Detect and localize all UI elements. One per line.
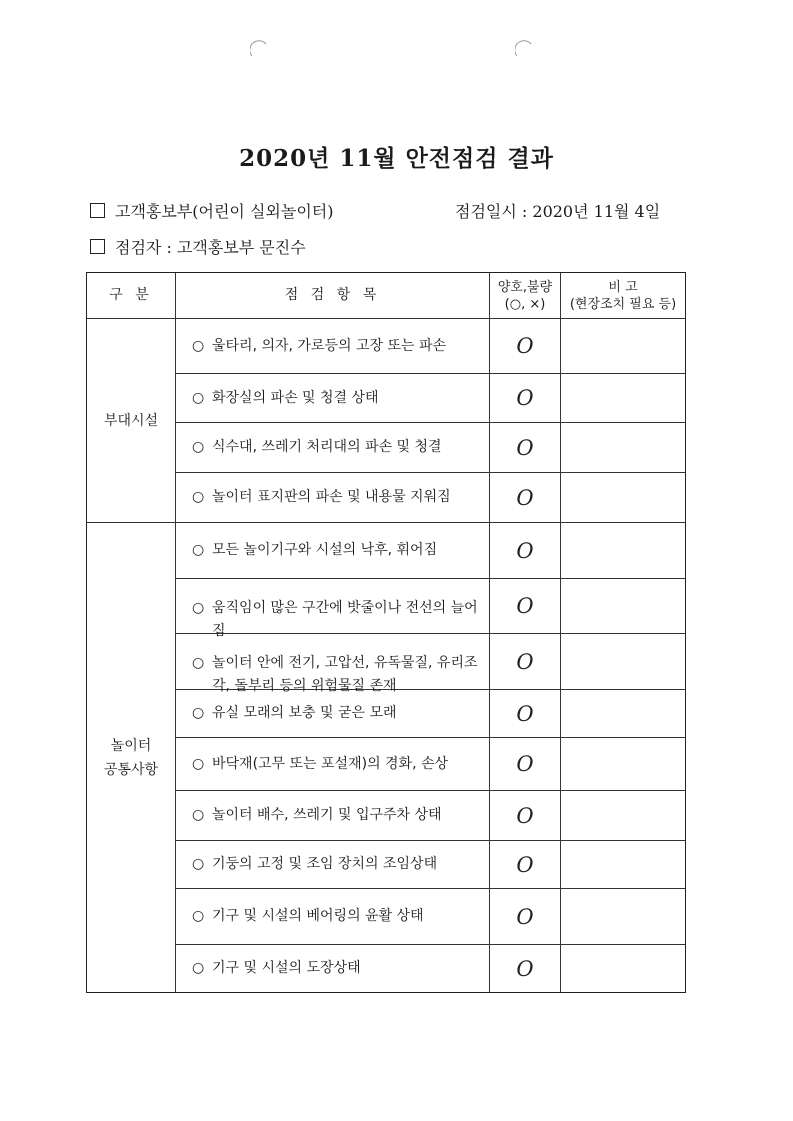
check-item-text: 기구 및 시설의 베어링의 윤활 상태 <box>212 908 424 924</box>
note-cell <box>561 473 685 523</box>
result-cell <box>490 791 561 841</box>
result-cell <box>490 841 561 889</box>
check-item <box>176 738 490 791</box>
department-line <box>90 199 334 222</box>
check-item <box>176 945 490 992</box>
note-cell <box>561 791 685 841</box>
header-category: 구 분 <box>87 273 176 319</box>
note-cell <box>561 889 685 945</box>
bullet-icon: ○ <box>192 960 205 976</box>
check-item-text: 기구 및 시설의 도장상태 <box>212 960 361 976</box>
check-item-text: 모든 놀이기구와 시설의 낙후, 휘어짐 <box>212 542 438 558</box>
result-cell <box>490 945 561 992</box>
result-mark: O <box>516 594 534 618</box>
check-item-text: 바닥재(고무 또는 포설재)의 경화, 손상 <box>212 755 449 772</box>
check-item <box>176 791 490 841</box>
bullet-icon: ○ <box>192 337 205 354</box>
header-note-line2: (현장조치 필요 등) <box>569 296 677 312</box>
check-item <box>176 634 490 694</box>
check-item-text: 유실 모래의 보충 및 굳은 모래 <box>212 705 397 721</box>
document-title: 2020년 11월 안전점검 결과 <box>239 145 554 172</box>
header-note-line1: 비 고 <box>608 279 638 295</box>
check-item <box>176 579 490 639</box>
check-item <box>176 374 490 423</box>
group-playground-common <box>87 523 176 992</box>
note-cell <box>561 738 685 791</box>
inspection-date: 점검일시 : 2020년 11월 4일 <box>455 202 661 221</box>
result-cell <box>490 473 561 523</box>
result-mark: O <box>516 803 534 828</box>
check-item <box>176 523 490 579</box>
bullet-icon: ○ <box>192 908 205 924</box>
note-cell <box>561 423 685 473</box>
check-item-text: 울타리, 의자, 가로등의 고장 또는 파손 <box>212 337 447 354</box>
check-item <box>176 423 490 473</box>
header-note <box>561 273 685 319</box>
result-cell <box>490 423 561 473</box>
check-item-text: 기둥의 고정 및 조임 장치의 조임상태 <box>212 856 438 872</box>
result-cell <box>490 374 561 423</box>
bullet-icon: ○ <box>192 807 205 823</box>
bullet-icon: ○ <box>192 542 205 558</box>
note-cell <box>561 690 685 738</box>
inspector-text: 점검자 : 고객홍보부 문진수 <box>115 238 306 257</box>
result-mark: O <box>516 752 534 776</box>
result-mark: O <box>516 538 534 563</box>
result-cell <box>490 523 561 579</box>
result-cell <box>490 738 561 791</box>
result-mark: O <box>516 649 534 674</box>
bullet-icon: ○ <box>192 856 205 872</box>
group-common-label-line1: 놀이터 <box>110 737 152 754</box>
result-mark: O <box>516 334 534 358</box>
group-facilities-label: 부대시설 <box>103 412 159 429</box>
header-result <box>490 273 561 319</box>
check-item-text: 놀이터 배수, 쓰레기 및 입구주차 상태 <box>212 807 442 823</box>
checkbox-icon <box>90 203 105 218</box>
department-text: 고객홍보부(어린이 실외놀이터) <box>115 202 334 221</box>
result-mark: O <box>516 701 534 726</box>
result-cell <box>490 690 561 738</box>
bullet-icon: ○ <box>192 705 205 721</box>
note-cell <box>561 841 685 889</box>
checkbox-icon <box>90 239 105 254</box>
check-item-text: 식수대, 쓰레기 처리대의 파손 및 청결 <box>212 439 442 455</box>
check-item-text: 놀이터 표지판의 파손 및 내용물 지워짐 <box>212 489 451 505</box>
check-item <box>176 690 490 738</box>
result-mark: O <box>516 485 534 510</box>
header-result-line1: 양호,불량 <box>497 279 553 295</box>
note-cell <box>561 319 685 374</box>
check-item <box>176 319 490 374</box>
punch-hole-left <box>250 40 268 58</box>
inspection-table <box>86 272 686 993</box>
group-facilities <box>87 319 176 523</box>
note-cell <box>561 374 685 423</box>
check-item-text: 화장실의 파손 및 청결 상태 <box>212 389 379 406</box>
note-cell <box>561 945 685 992</box>
header-item: 점 검 항 목 <box>176 273 490 319</box>
bullet-icon: ○ <box>192 439 205 455</box>
result-cell <box>490 319 561 374</box>
check-item-text: 움직임이 많은 구간에 밧줄이나 전선의 늘어짐 <box>212 600 478 639</box>
check-item <box>176 473 490 523</box>
result-cell <box>490 634 561 690</box>
check-item <box>176 889 490 945</box>
note-cell <box>561 523 685 579</box>
punch-hole-right <box>515 40 533 58</box>
note-cell <box>561 634 685 690</box>
result-mark: O <box>516 852 534 877</box>
result-mark: O <box>516 956 534 981</box>
bullet-icon: ○ <box>192 389 205 406</box>
result-mark: O <box>516 904 534 929</box>
bullet-icon: ○ <box>192 655 205 671</box>
result-cell <box>490 889 561 945</box>
note-cell <box>561 579 685 634</box>
inspector-line <box>90 235 306 258</box>
group-common-label-line2: 공통사항 <box>103 761 159 778</box>
bullet-icon: ○ <box>192 755 205 772</box>
result-cell <box>490 579 561 634</box>
header-result-line2: (○, ×) <box>504 296 546 312</box>
bullet-icon: ○ <box>192 489 205 505</box>
result-mark: O <box>516 435 534 460</box>
check-item-text: 놀이터 안에 전기, 고압선, 유독물질, 유리조각, 돌부리 등의 위험물질 존재 <box>212 655 478 694</box>
result-mark: O <box>516 386 534 410</box>
check-item <box>176 841 490 889</box>
bullet-icon: ○ <box>192 600 205 616</box>
